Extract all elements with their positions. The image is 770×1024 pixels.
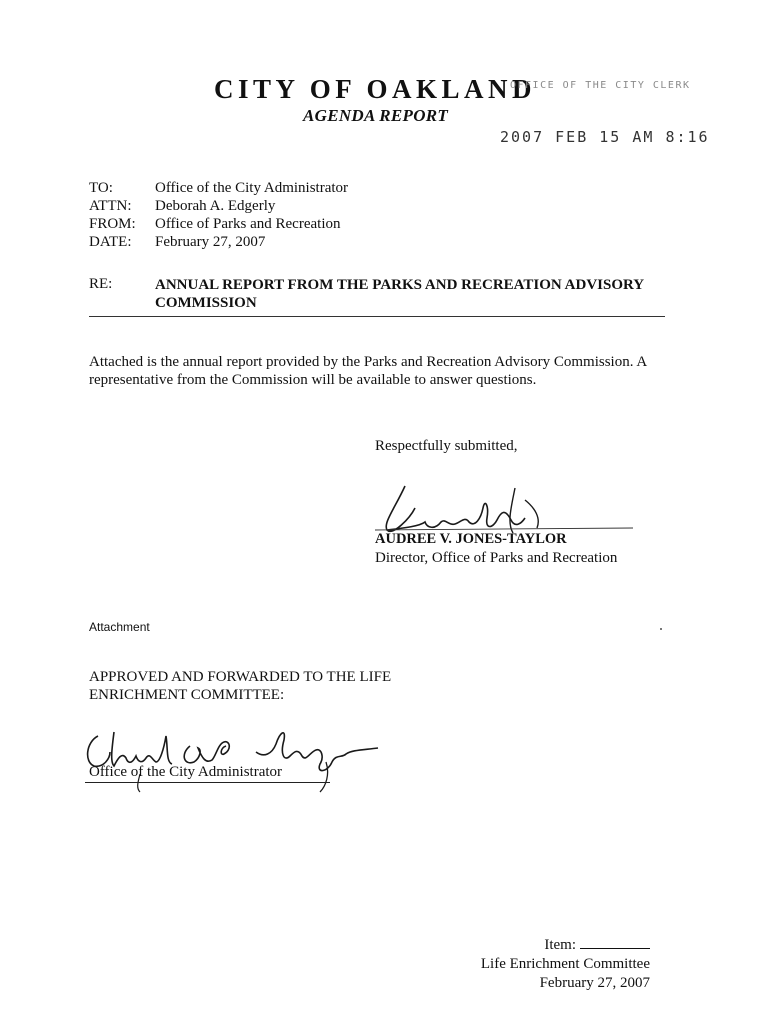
date-value: February 27, 2007 (155, 234, 266, 250)
item-field (470, 934, 650, 955)
attn-value: Deborah A. Edgerly (155, 198, 276, 214)
signatory-name: AUDREE V. JONES-TAYLOR (375, 531, 567, 547)
signatory-title: Director, Office of Parks and Recreation (375, 550, 618, 566)
from-value: Office of Parks and Recreation (155, 216, 341, 232)
footer-block (470, 934, 650, 993)
signature-rule (85, 782, 330, 783)
date-label: DATE: (89, 234, 132, 250)
clerk-stamp-office: OFFICE OF THE CITY CLERK (510, 80, 691, 91)
from-label: FROM: (89, 216, 136, 232)
administrator-office: Office of the City Administrator (89, 764, 283, 780)
to-label: TO: (89, 180, 113, 196)
body-paragraph: Attached is the annual report provided by the Parks and Recreation Advisory Commission. A representative from the Commission will be available to answer questions. (89, 354, 647, 388)
to-value: Office of the City Administrator (155, 180, 349, 196)
re-subject: ANNUAL REPORT FROM THE PARKS AND RECREATION ADVISORY COMMISSION (155, 277, 644, 311)
report-type: AGENDA REPORT (303, 106, 449, 125)
attn-label: ATTN: (89, 198, 132, 214)
item-label: Item: (544, 937, 576, 953)
scan-mark (660, 628, 662, 630)
re-label: RE: (89, 276, 113, 292)
city-title: CITY OF OAKLAND (214, 74, 537, 104)
meeting-date: February 27, 2007 (539, 975, 650, 991)
attachment-label: Attachment (89, 620, 150, 634)
committee-name: Life Enrichment Committee (480, 956, 650, 972)
approval-statement: APPROVED AND FORWARDED TO THE LIFE ENRICHMENT COMMITTEE: (89, 669, 392, 703)
item-blank-line (580, 934, 650, 949)
closing-line: Respectfully submitted, (375, 438, 518, 454)
clerk-stamp-date: 2007 FEB 15 AM 8:16 (500, 128, 710, 146)
header-divider (89, 316, 665, 317)
